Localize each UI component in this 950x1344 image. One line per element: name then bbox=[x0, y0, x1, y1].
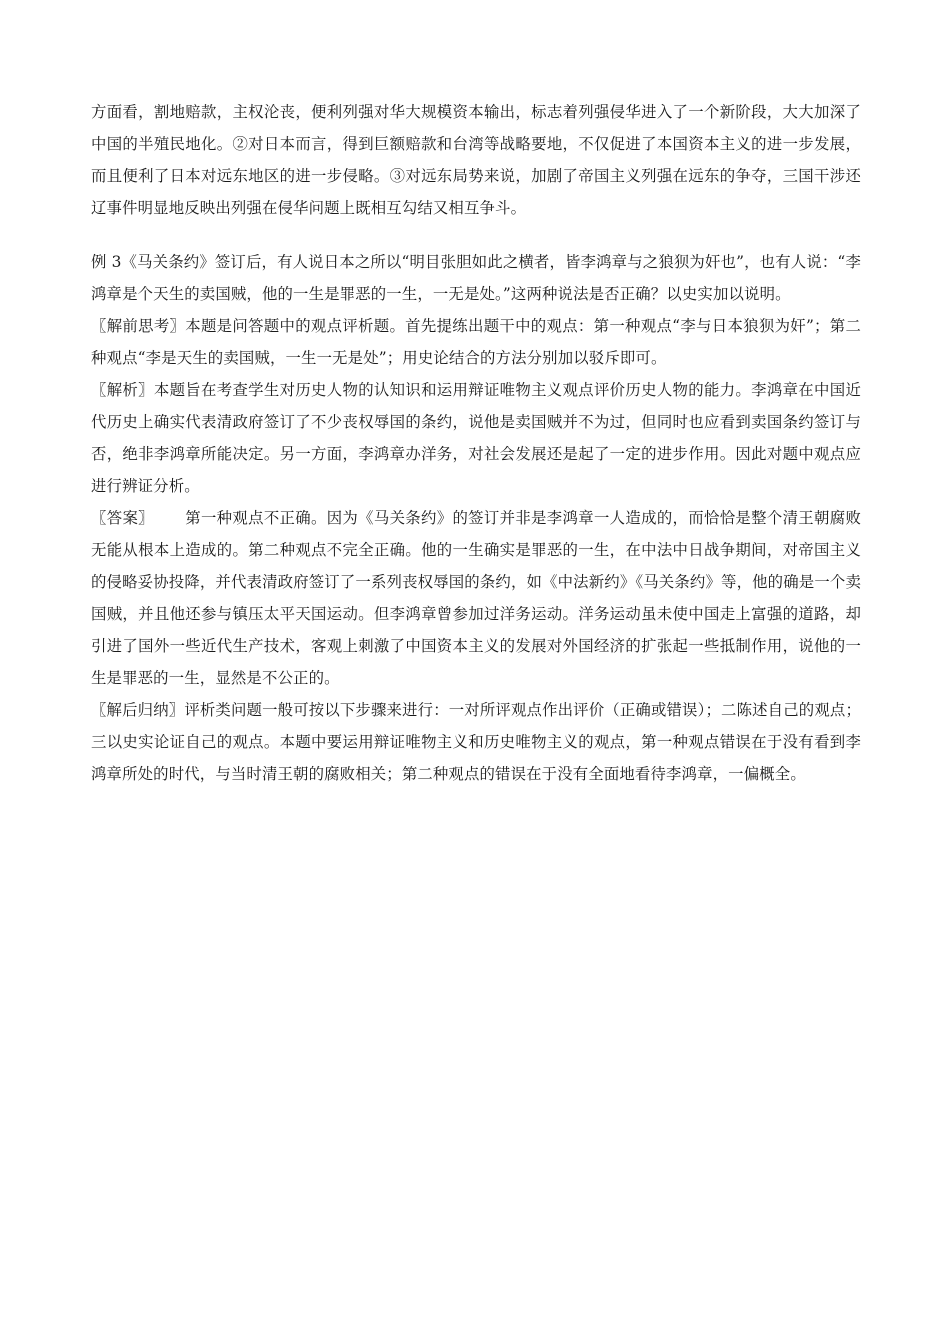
analysis-paragraph bbox=[91, 374, 861, 502]
document-page bbox=[91, 96, 861, 790]
answer-paragraph bbox=[91, 502, 861, 694]
example-question: 例 3《马关条约》签订后，有人说日本之所以“明目张胆如此之横者，皆李鸿章与之狼狈为奸也”，也有人说：“李鸿章是个天生的卖国贼，他的一生是罪恶的一生，一无是处。”这两种说法是否正确？以史实加以说明。 bbox=[91, 253, 861, 303]
pre-thinking-paragraph bbox=[91, 310, 861, 374]
pre-thinking-text: 本题是问答题中的观点评析题。首先提练出题干中的观点：第一种观点“李与日本狼狈为奸”；第二种观点“李是天生的卖国贼，一生一无是处”；用史论结合的方法分别加以驳斥即可。 bbox=[91, 317, 861, 367]
summary-text: 评析类问题一般可按以下步骤来进行：一对所评观点作出评价（正确或错误）；二陈述自己的观点；三以史实论证自己的观点。本题中要运用辩证唯物主义和历史唯物主义的观点，第一种观点错误在于没有看到李鸿章所处的时代，与当时清王朝的腐败相关；第二种观点的错误在于没有全面地看待李鸿章，一偏概全。 bbox=[91, 701, 861, 783]
summary-label: 〖解后归纳〗 bbox=[91, 701, 185, 719]
analysis-text: 本题旨在考查学生对历史人物的认知识和运用辩证唯物主义观点评价历史人物的能力。李鸿章在中国近代历史上确实代表清政府签订了不少丧权辱国的条约，说他是卖国贼并不为过，但同时也应看到卖国条约签订与否，绝非李鸿章所能决定。另一方面，李鸿章办洋务，对社会发展还是起了一定的进步作用。因此对题中观点应进行辨证分析。 bbox=[91, 381, 861, 495]
summary-paragraph bbox=[91, 694, 861, 790]
pre-thinking-label: 〖解前思考〗 bbox=[91, 317, 186, 335]
answer-label: 〖答案〗 bbox=[91, 509, 186, 527]
answer-text: 第一种观点不正确。因为《马关条约》的签订并非是李鸿章一人造成的，而恰恰是整个清王朝腐败无能从根本上造成的。第二种观点不完全正确。他的一生确实是罪恶的一生，在中法中日战争期间，对帝国主义的侵略妥协投降，并代表清政府签订了一系列丧权辱国的条约，如《中法新约》《马关条约》等，他的确是一个卖国贼，并且他还参与镇压太平天国运动。但李鸿章曾参加过洋务运动。洋务运动虽未使中国走上富强的道路，却引进了国外一些近代生产技术，客观上刺激了中国资本主义的发展对外国经济的扩张起一些抵制作用，说他的一生是罪恶的一生，显然是不公正的。 bbox=[91, 509, 862, 687]
paragraph-gap bbox=[91, 224, 861, 246]
analysis-label: 〖解析〗 bbox=[91, 381, 154, 399]
intro-paragraph: 方面看，割地赔款，主权沦丧，便利列强对华大规模资本输出，标志着列强侵华进入了一个新阶段，大大加深了中国的半殖民地化。②对日本而言，得到巨额赔款和台湾等战略要地，不仅促进了本国资本主义的进一步发展，而且便利了日本对远东地区的进一步侵略。③对远东局势来说，加剧了帝国主义列强在远东的争夺，三国干涉还辽事件明显地反映出列强在侵华问题上既相互勾结又相互争斗。 bbox=[91, 103, 861, 217]
